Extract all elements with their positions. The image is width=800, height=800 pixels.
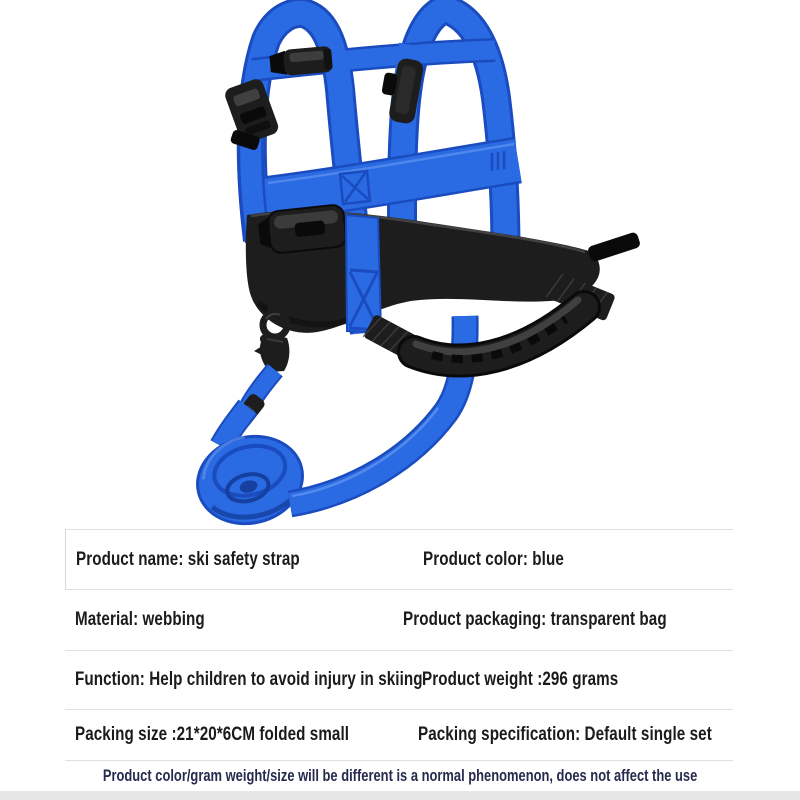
chest-strap-buckle <box>269 46 333 77</box>
spec-cell-material: Material: webbing <box>75 609 205 630</box>
spec-cell-packaging: Product packaging: transparent bag <box>403 609 668 630</box>
notice-bar <box>0 760 800 791</box>
slider-buckle <box>212 77 284 159</box>
stitched-strap <box>346 215 381 333</box>
spec-cell-packing-size: Packing size :21*20*6CM folded small <box>75 724 350 745</box>
spec-cell-product-name: Product name: ski safety strap <box>76 548 300 570</box>
spec-row <box>65 590 733 651</box>
spec-row <box>65 530 733 590</box>
spec-cell-product-color: Product color: blue <box>423 548 564 570</box>
spec-row <box>65 710 733 761</box>
notice-text: Product color/gram weight/size will be different is a normal phenomenon, does not affect the use <box>102 765 698 785</box>
spec-cell-function: Function: Help children to avoid injury in skiing <box>75 669 423 690</box>
spec-row <box>65 651 733 710</box>
spec-cell-packing-spec: Packing specification: Default single set <box>417 724 712 745</box>
spec-cell-weight: Product weight :296 grams <box>422 669 619 690</box>
spec-table <box>65 529 733 761</box>
page-bottom-strip <box>0 791 800 800</box>
